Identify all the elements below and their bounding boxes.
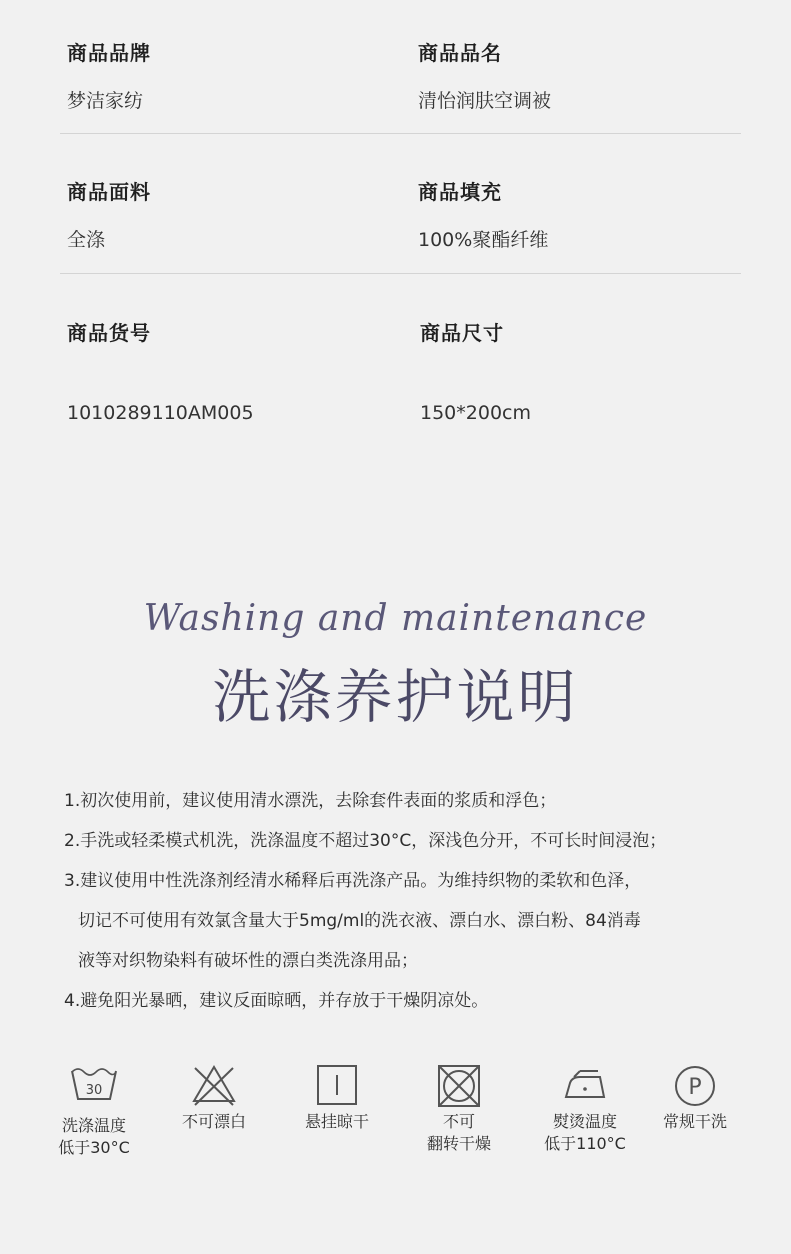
spec-label: 商品品名 xyxy=(418,41,502,65)
instruction-line: 1.初次使用前，建议使用清水漂洗，去除套件表面的浆质和浮色； xyxy=(64,791,557,811)
spec-label: 商品货号 xyxy=(67,321,151,345)
care-item-iron xyxy=(526,1063,644,1155)
care-label: 不可 翻转干燥 xyxy=(426,1112,491,1153)
spec-size xyxy=(420,317,531,424)
spec-label: 商品尺寸 xyxy=(420,321,504,345)
spec-brand xyxy=(67,37,151,113)
dry-clean-p-icon xyxy=(672,1063,718,1109)
spec-value: 1010289110AM005 xyxy=(67,402,254,424)
spec-value: 100%聚酯纤维 xyxy=(418,229,549,251)
line-dry-icon xyxy=(315,1063,359,1107)
care-label: 熨烫温度 低于110°C xyxy=(544,1112,626,1153)
spec-fabric xyxy=(67,176,151,252)
spec-label: 商品品牌 xyxy=(67,41,151,65)
spec-filling xyxy=(418,176,548,252)
divider xyxy=(60,133,741,134)
spec-value: 150*200cm xyxy=(420,402,531,424)
spec-label: 商品面料 xyxy=(67,180,151,204)
instruction-line: 液等对织物染料有破坏性的漂白类洗涤用品； xyxy=(78,951,418,971)
care-item-line-dry xyxy=(278,1063,396,1133)
spec-item-no xyxy=(67,317,254,424)
care-label: 不可漂白 xyxy=(181,1112,246,1131)
wash-30-icon xyxy=(69,1063,119,1103)
spec-value: 清怡润肤空调被 xyxy=(418,90,552,112)
care-label: 常规干洗 xyxy=(662,1112,727,1131)
spec-product-name xyxy=(418,37,551,113)
spec-value: 梦洁家纺 xyxy=(67,90,144,112)
instruction-line: 切记不可使用有效氯含量大于5mg/ml的洗衣液、漂白水、漂白粉、84消毒 xyxy=(78,911,641,931)
care-item-dry-clean xyxy=(636,1063,754,1133)
wash-temp-text: 30 xyxy=(85,1083,103,1098)
iron-110-icon xyxy=(560,1063,610,1107)
section-title: 洗涤养护说明 xyxy=(212,663,579,731)
instruction-line: 3.建议使用中性洗涤剂经清水稀释后再洗涤产品。为维持织物的柔软和色泽， xyxy=(64,871,642,891)
instruction-line: 4.避免阳光暴晒，建议反面晾晒，并存放于干燥阴凉处。 xyxy=(64,991,489,1011)
care-label: 悬挂晾干 xyxy=(304,1112,369,1131)
care-instructions xyxy=(64,786,744,1026)
care-item-no-bleach xyxy=(155,1063,273,1133)
dry-clean-letter: P xyxy=(688,1075,702,1100)
no-tumble-dry-icon xyxy=(436,1063,482,1109)
care-item-wash xyxy=(35,1063,153,1159)
instruction-line: 2.手洗或轻柔模式机洗，洗涤温度不超过30°C，深浅色分开，不可长时间浸泡； xyxy=(64,831,667,851)
section-script-title: Washing and maintenance xyxy=(143,598,648,639)
care-label: 洗涤温度 低于30°C xyxy=(58,1116,130,1157)
divider xyxy=(60,273,741,274)
spec-value: 全涤 xyxy=(67,229,106,251)
spec-label: 商品填充 xyxy=(418,180,502,204)
care-item-no-tumble xyxy=(400,1063,518,1155)
no-bleach-icon xyxy=(190,1063,238,1107)
